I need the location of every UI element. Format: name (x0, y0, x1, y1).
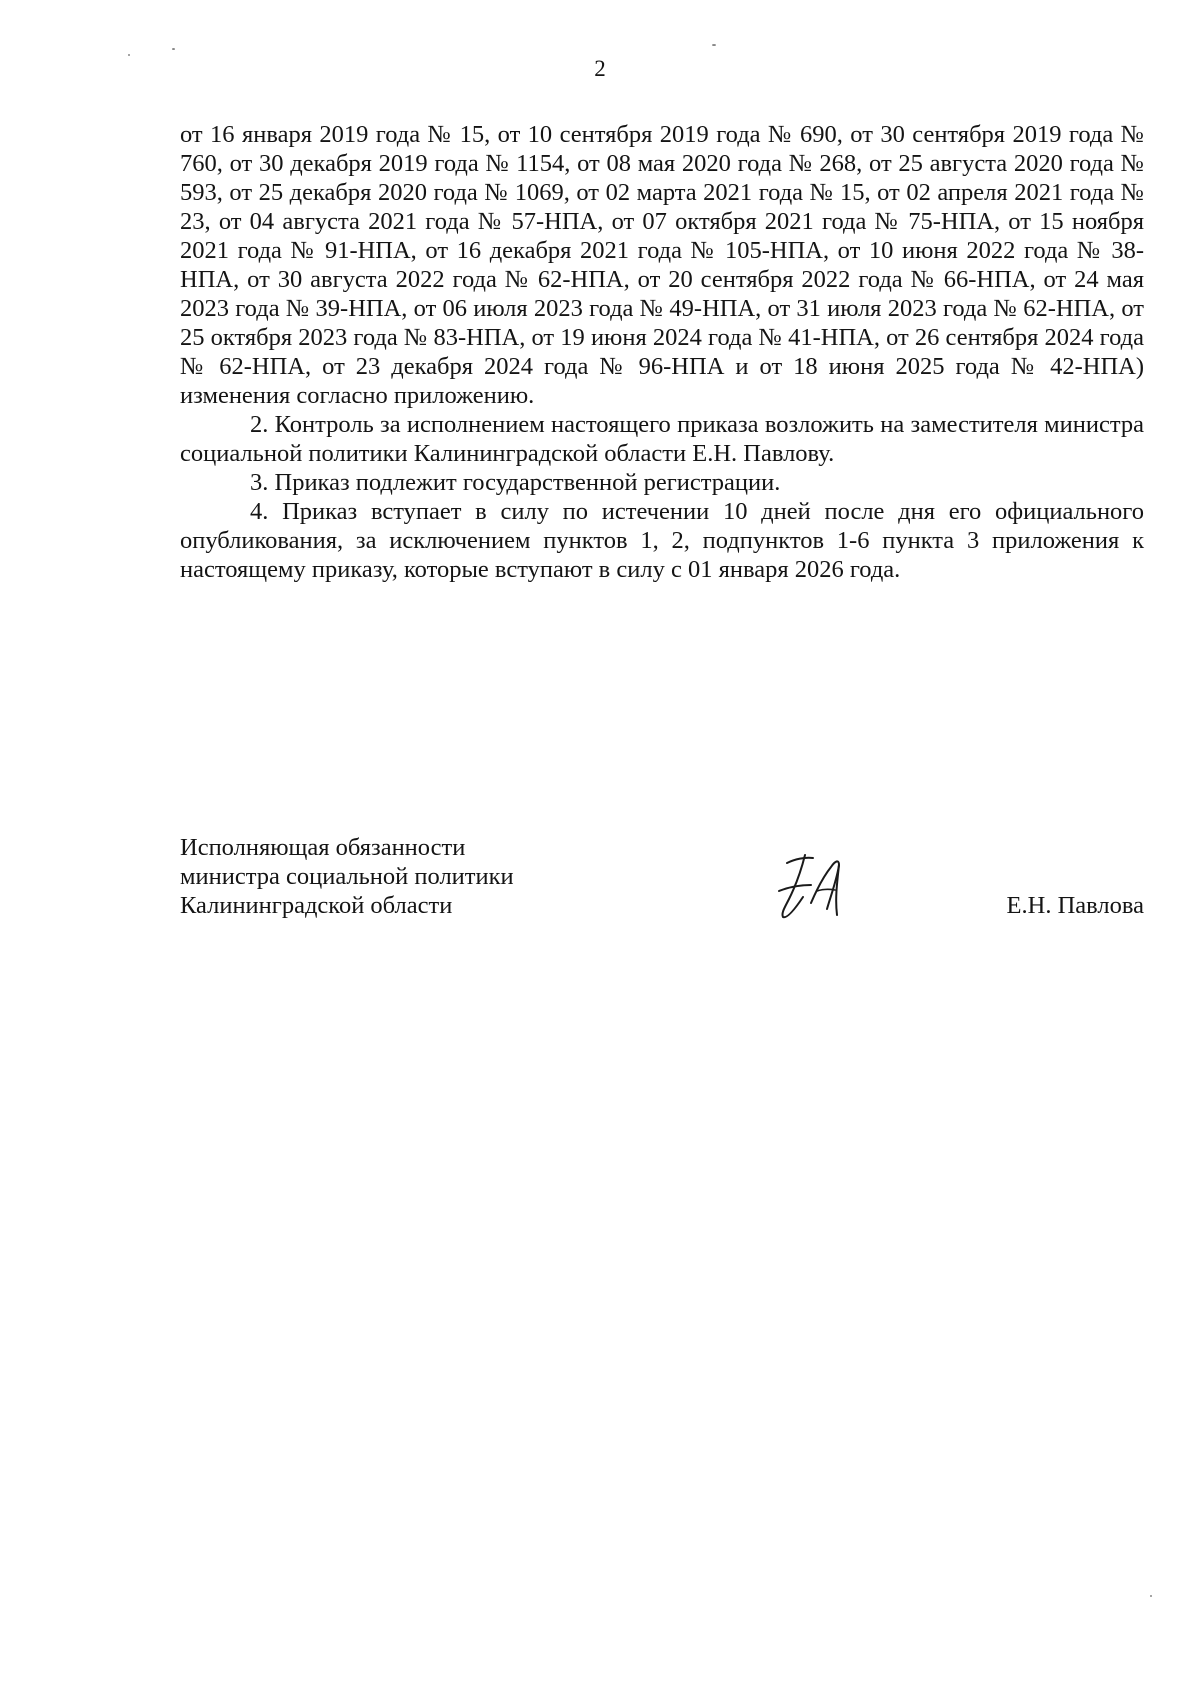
page-number: 2 (594, 56, 606, 81)
signatory-name: Е.Н. Павлова (1006, 892, 1144, 919)
scan-speck (712, 44, 716, 46)
scan-speck (1150, 1595, 1152, 1597)
paragraph-2: 2. Контроль за исполнением настоящего приказа возложить на заместителя министра социальной политики Калининградской области Е.Н. Павлову. (180, 411, 1144, 467)
scan-speck (172, 48, 175, 50)
signatory-position (180, 833, 514, 920)
signatory-position-line: министра социальной политики (180, 863, 514, 890)
paragraph-1-continuation: от 16 января 2019 года № 15, от 10 сентября 2019 года № 690, от 30 сентября 2019 года № 760, от 30 декабря 2019 года № 1154, от 08 мая 2020 года № 268, от 25 августа 2020 года № 593, от 25 декабря 2020 года № 1069, от 02 марта 2021 года № 15, от 02 апреля 2021 года № 23, от 04 августа 2021 года № 57-НПА, от 07 октября 2021 года № 75-НПА, от 15 ноября 2021 года № 91-НПА, от 16 декабря 2021 года № 105-НПА, от 10 июня 2022 года № 38-НПА, от 30 августа 2022 года № 62-НПА, от 20 сентября 2022 года № 66-НПА, от 24 мая 2023 года № 39-НПА, от 06 июля 2023 года № 49-НПА, от 31 июля 2023 года № 62-НПА, от 25 октября 2023 года № 83-НПА, от 19 июня 2024 года № 41-НПА, от 26 сентября 2024 года № 62-НПА, от 23 декабря 2024 года № 96-НПА и от 18 июня 2025 года № 42-НПА) изменения согласно приложению. (180, 121, 1144, 409)
handwritten-signature (765, 843, 875, 933)
paragraph-4: 4. Приказ вступает в силу по истечении 10 дней после дня его официального опубликования, за исключением пунктов 1, 2, подпунктов 1-6 пункта 3 приложения к настоящему приказу, которые вступают в силу с 01 января 2026 года. (180, 498, 1144, 583)
signatory-position-line: Исполняющая обязанности (180, 834, 466, 861)
paragraph-3: 3. Приказ подлежит государственной регистрации. (250, 469, 781, 496)
signature-block (180, 833, 1144, 943)
document-body (180, 120, 1144, 584)
signatory-position-line: Калининградской области (180, 892, 453, 919)
